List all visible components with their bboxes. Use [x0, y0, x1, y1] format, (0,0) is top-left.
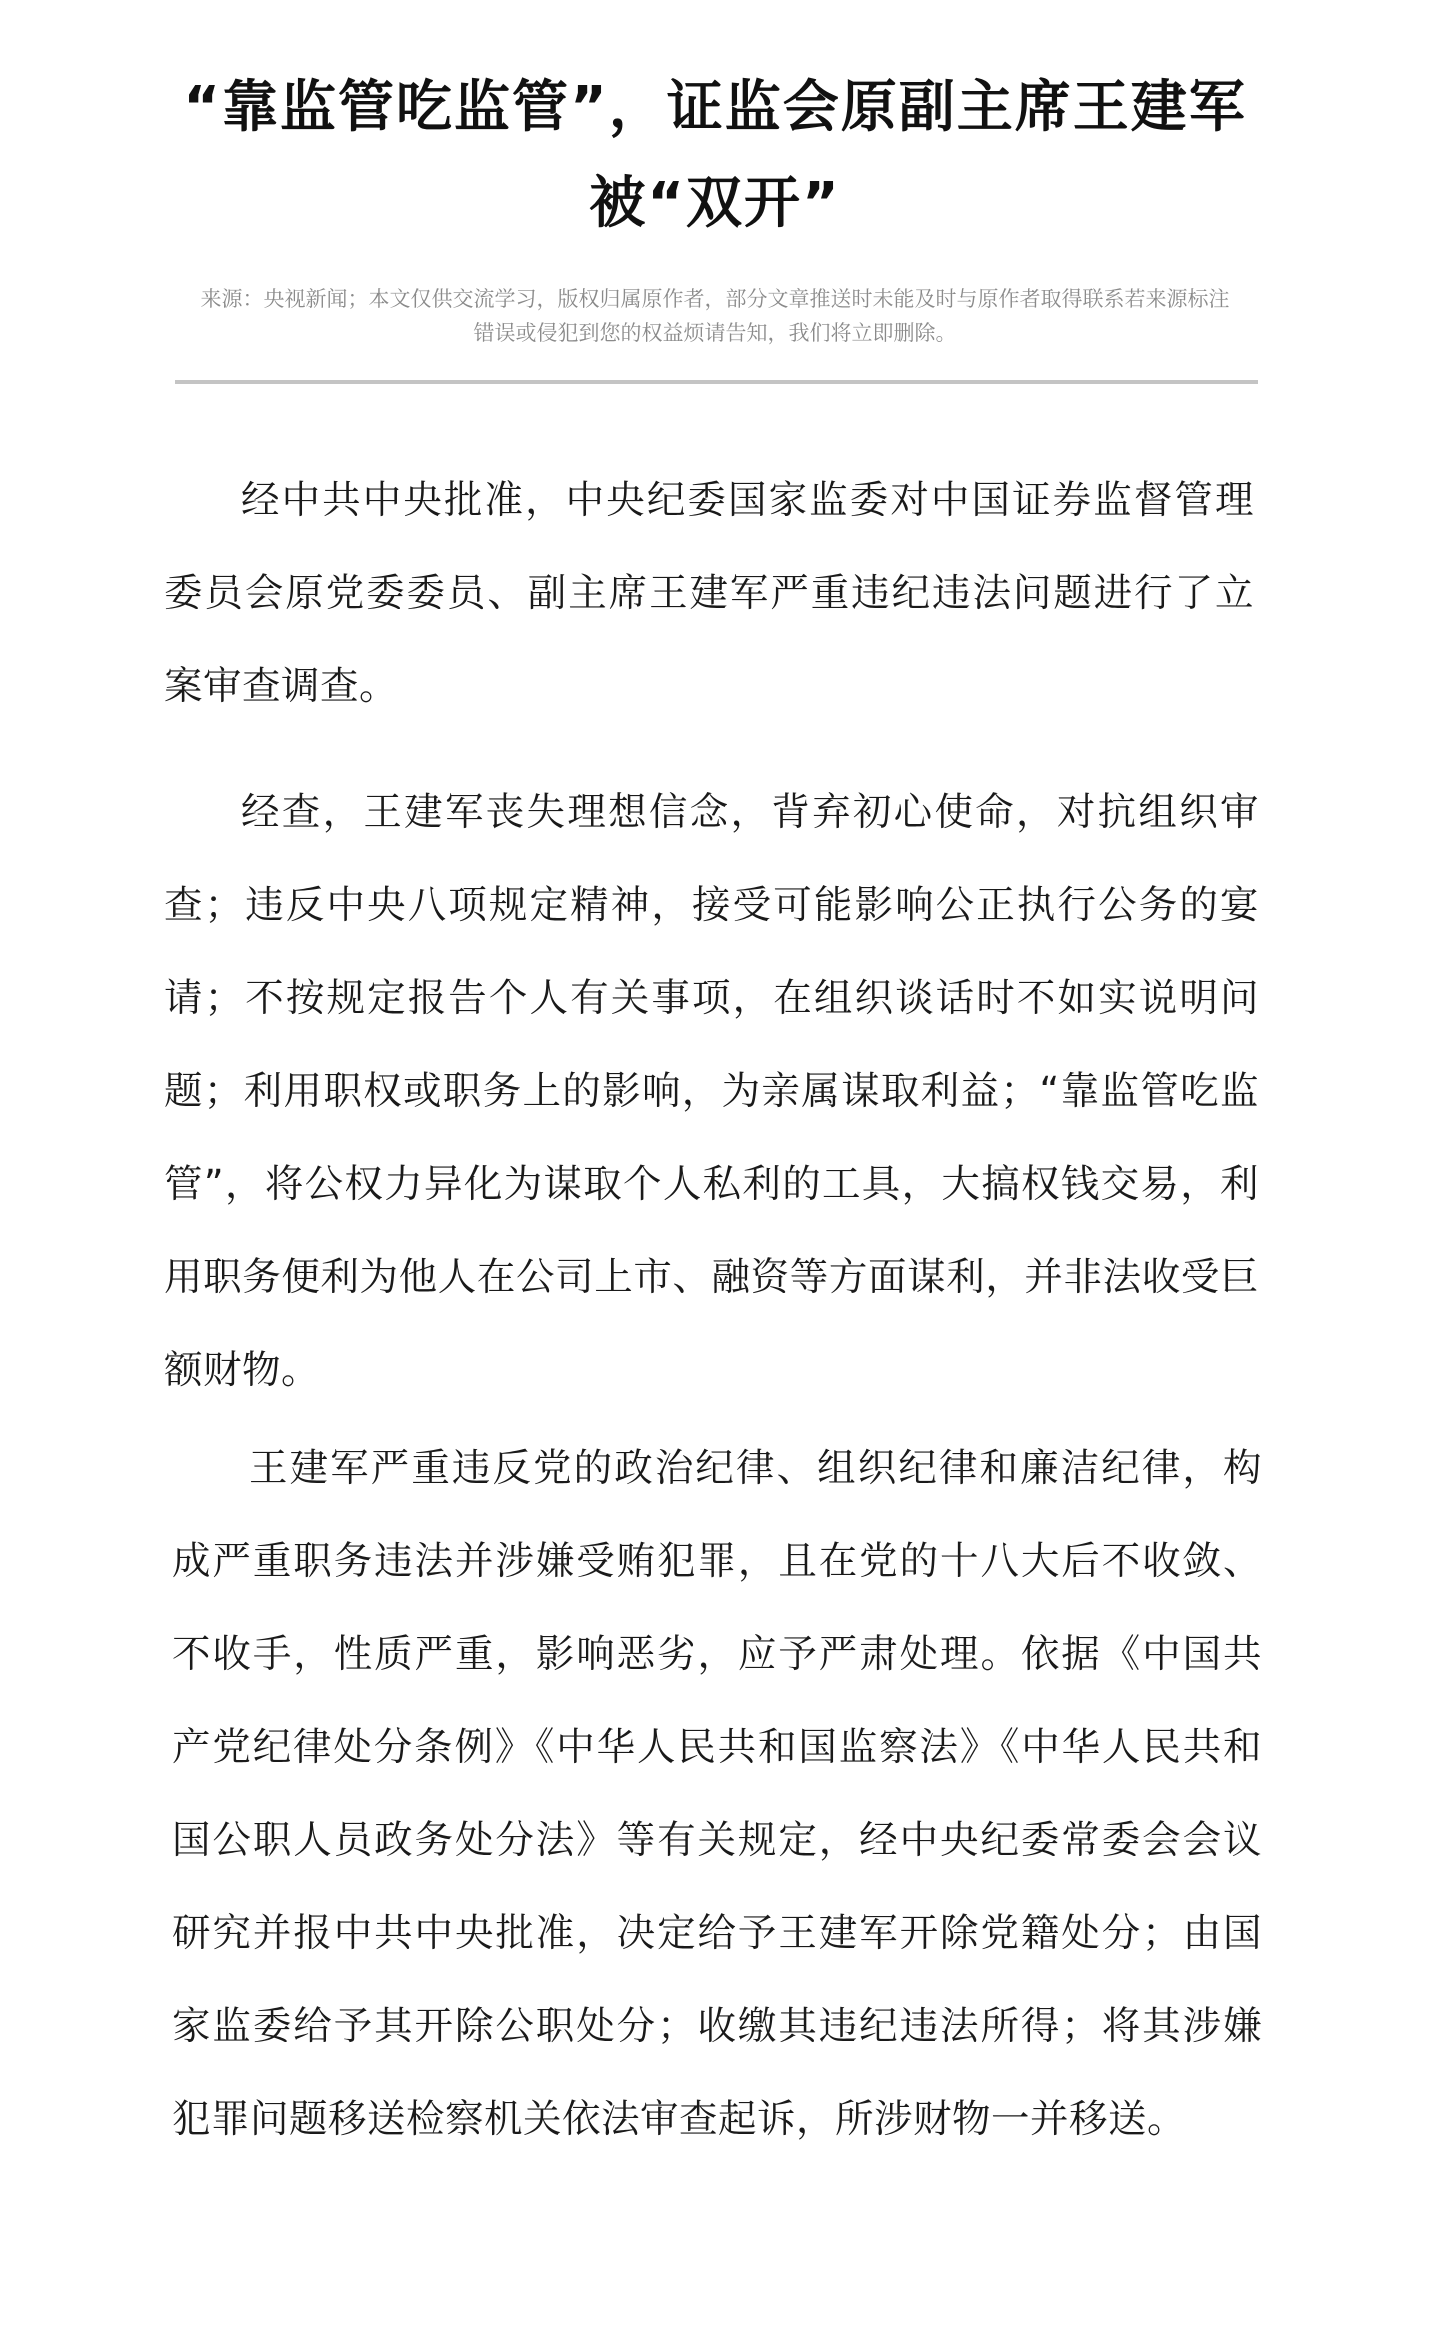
- source-note: 来源：央视新闻；本文仅供交流学习，版权归属原作者，部分文章推送时未能及时与原作者取得联系若来源标注错误或侵犯到您的权益烦请告知，我们将立即删除。: [200, 287, 1230, 345]
- title-divider: [175, 380, 1258, 384]
- article-paragraph-3: 王建军严重违反党的政治纪律、组织纪律和廉洁纪律，构成严重职务违法并涉嫌受贿犯罪，且在党的十八大后不收敛、不收手，性质严重，影响恶劣，应予严肃处理。依据《中国共产党纪律处分条例》《中华人民共和国监察法》《中华人民共和国公职人员政务处分法》等有关规定，经中央纪委常委会会议研究并报中共中央批准，决定给予王建军开除党籍处分；由国家监委给予其开除公职处分；收缴其违纪违法所得；将其涉嫌犯罪问题移送检察机关依法审查起诉，所涉财物一并移送。: [172, 1446, 1262, 2142]
- article-paragraph-1: 经中共中央批准，中央纪委国家监委对中国证券监督管理委员会原党委委员、副主席王建军严重违纪违法问题进行了立案审查调查。: [164, 478, 1254, 709]
- article-title: “靠监管吃监管”，证监会原副主席王建军被“双开”: [183, 75, 1247, 236]
- article-paragraph-2: 经查，王建军丧失理想信念，背弃初心使命，对抗组织审查；违反中央八项规定精神，接受可能影响公正执行公务的宴请；不按规定报告个人有关事项，在组织谈话时不如实说明问题；利用职权或职务上的影响，为亲属谋取利益；“靠监管吃监管”，将公权力异化为谋取个人私利的工具，大搞权钱交易，利用职务便利为他人在公司上市、融资等方面谋利，并非法收受巨额财物。: [164, 790, 1259, 1393]
